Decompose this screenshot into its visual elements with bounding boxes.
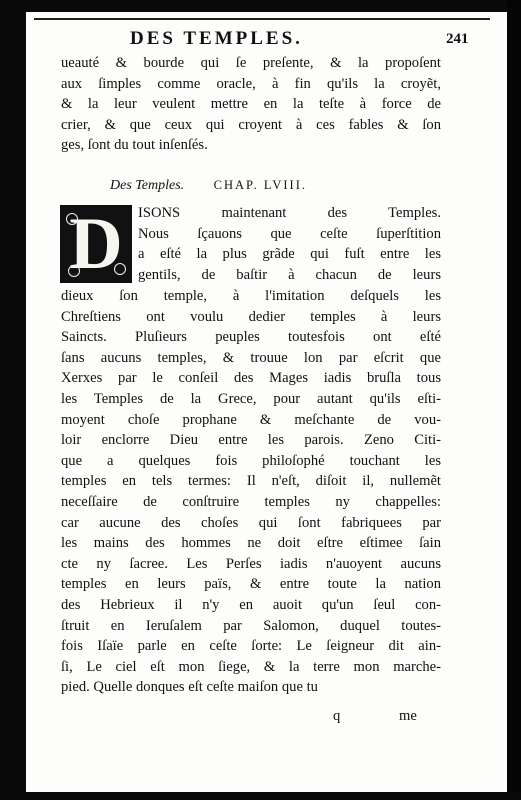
chapter-title: Des Temples. (110, 178, 185, 193)
text-line: les mains des hommes ne doit eſtre eſtimee ſain (61, 535, 441, 552)
floral-ornament-icon (68, 265, 80, 277)
text-line: Saincts. Pluſieurs peuples toutesfois ont eſté (61, 329, 441, 346)
text-line: les Temples de la Grece, pour autant qu'ils eſti- (61, 390, 441, 407)
text-line: fois Iſaïe parle en ceſte ſorte: Le ſeigneur dit ain- (61, 638, 441, 655)
text-line: dieux ſon temple, à l'imitation deſquels les (61, 288, 441, 304)
text-line: gentils, de baſtir à chacun de leurs (138, 266, 441, 283)
scan-border-left (0, 0, 26, 800)
text-line: ISONS maintenant des Temples. (138, 205, 441, 221)
paragraph-opening (138, 203, 441, 285)
text-line: pied. Quelle donques eſt ceſte maiſon que tu (61, 679, 318, 696)
scan-border-right (507, 0, 521, 800)
text-line: ſi, Le ciel eſt mon ſiege, & la terre mon marche- (61, 658, 441, 675)
paragraph-continued (61, 53, 441, 156)
text-line: temples en tels termes: Il n'eſt, diſoit il, nullemẽt (61, 473, 441, 490)
text-line: neceſſaire de conſtruire temples ny chappelles: (61, 493, 441, 510)
text-line: loir enclorre Dieu entre les parois. Zeno Citi- (61, 432, 441, 449)
header-rule (34, 18, 490, 20)
scan-border-bottom (0, 792, 521, 800)
text-line: ueauté & bourde qui ſe preſente, & la propoſent (61, 55, 441, 71)
text-line: aux ſimples comme oracle, à fin qu'ils la croyẽt, (61, 75, 441, 92)
catchword: me (399, 708, 417, 724)
text-line: car aucune des choſes qui ſont fabriquees par (61, 514, 441, 531)
text-line: Xerxes par le conſeil des Mages iadis bruſla tous (61, 370, 441, 387)
text-line: ſans aucuns temples, & trouue lon par eſcrit que (61, 349, 441, 366)
text-line: que a quelques fois philoſophé touchant les (61, 452, 441, 469)
floral-ornament-icon (114, 263, 126, 275)
running-head: DES TEMPLES. (130, 28, 303, 49)
scan-border-top (26, 0, 521, 12)
initial-letter: D (69, 205, 123, 283)
text-line: moyent choſe prophane & meſchante de vou- (61, 411, 441, 428)
text-line: a eſté la plus grãde qui fuſt entre les (138, 246, 441, 263)
text-line: temples en leurs païs, & entre toute la nation (61, 576, 441, 593)
text-line: des Hebrieux il n'y en auoit qu'un ſeul con- (61, 596, 441, 613)
chapter-heading (110, 178, 440, 194)
decorated-initial (60, 205, 132, 283)
text-line: Chreſtiens ont voulu dedier temples à leurs (61, 308, 441, 325)
text-line: cte ny ſacree. Les Perſes iadis n'auoyent aucuns (61, 555, 441, 572)
text-line: crier, & que ceux qui croyent à ces fables & ſon (61, 116, 441, 133)
paragraph-body (61, 286, 441, 698)
text-line: Nous ſçauons que ceſte ſuperſtition (138, 225, 441, 242)
text-line: ſtruit en Ieruſalem par Salomon, duquel toutes- (61, 617, 441, 634)
floral-ornament-icon (66, 213, 78, 225)
page-number: 241 (446, 31, 469, 47)
signature-mark: q (333, 708, 341, 724)
text-line: & la leur veulent mettre en la teſte à force de (61, 96, 441, 113)
chapter-number: CHAP. LVIII. (213, 178, 307, 192)
text-line: ges, ſont du tout inſenſés. (61, 137, 208, 154)
